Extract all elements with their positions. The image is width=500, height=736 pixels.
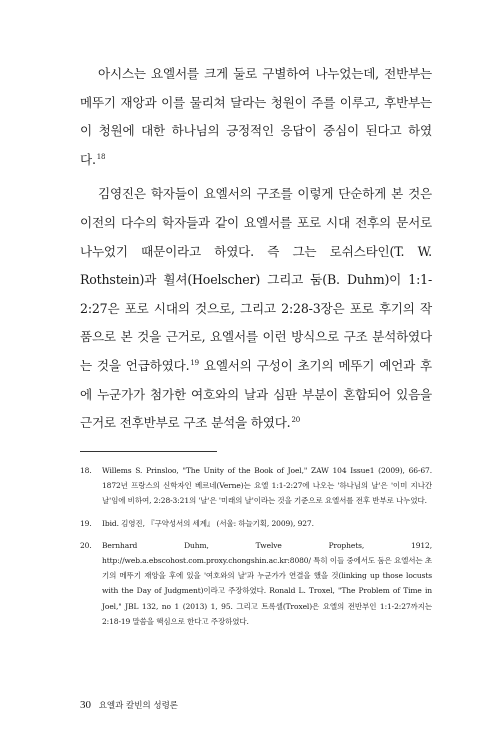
footnote-number: 19.: [80, 518, 92, 528]
footnote-ref-19: 19: [190, 358, 199, 367]
footnotes-section: [80, 463, 432, 636]
paragraph-1: 아시스는 요엘서를 크게 둘로 구별하여 나누었는데, 전반부는 메뚜기 재앙과 이를 물리쳐 달라는 청원이 주를 이루고, 후반부는 이 청원에 대한 하나님의 긍정적인 응답이 중심이 된다고 하였다.$^{18}$: [80, 66, 432, 167]
footnote-number: 20.: [80, 540, 92, 550]
footnote-text: Bernhard Duhm, Twelve Prophets, 1912, http://web.a.ebscohost.com.proxy.chongshin.ac.kr:8080/ 특히 이들 중에서도 둠은 요엘서는 초기의 메뚜기 재앙을 후에 있을 '여호와의 날'과 누군가가 연결을 했을 것(linking up those locusts with the Day of Judgment)이라고 주장하였다. Ronald L. Troxel, "The Problem of Time in Joel," JBL 132, no 1 (2013) 1, 95. 그리고 트록셀(Troxel)은 요엘의 전반부인 1:1-2:27까지는 2:18-19 말씀을 핵심으로 한다고 주장하였다.: [102, 540, 432, 626]
footnote-divider: [80, 451, 217, 452]
page-number: 30: [80, 699, 91, 711]
footnote-ref-18: 18: [96, 152, 106, 161]
running-title: 요엘과 칼빈의 성령론: [98, 701, 179, 711]
footnote-18: [80, 463, 432, 509]
footnote-text: Willems S. Prinsloo, "The Unity of the Book of Joel," ZAW 104 Issue1 (2009), 66-67. 1872년 프랑스의 신학자인 베르네(Verne)는 요엘 1:1-2:27에 나오는 '하나님의 날'은 '이미 지나간 날'임에 비하여, 2:28-3:21의 '날'은 '미래의 날'이라는 것을 기준으로 요엘서를 전후 반부로 나누었다.: [102, 466, 432, 506]
footnote-20: [80, 538, 432, 629]
footnote-number: 18.: [80, 466, 92, 475]
main-body: [80, 60, 432, 438]
footnote-ref-20: 20: [291, 415, 300, 424]
footnote-19: [80, 516, 432, 531]
footnote-text: Ibid. 김영진, 『구약성서의 세계』 (서울: 하늘기획, 2009), 927.: [102, 518, 314, 528]
paragraph-2: 김영진은 학자들이 요엘서의 구조를 이렇게 단순하게 본 것은 이전의 다수의 학자들과 같이 요엘서를 포로 시대 전후의 문서로 나누었기 때문이라고 하였다. 즉 그는 로쉬스타인(T. W. Rothstein)과 휠셔(Hoelscher) 그리고 둠(B. Duhm)이 1:1-2:27은 포로 시대의 것으로, 그리고 2:28-3장은 포로 후기의 작품으로 본 것을 근거로, 요엘서를 이런 방식으로 구조 분석하였다는 것을 언급하였다.$^{19}$ 요엘서의 구성이 초기의 메뚜기 예언과 후에 누군가가 첨가한 여호와의 날과 심판 부분이 혼합되어 있음을 근거로 전후반부로 구조 분석을 하였다.$^{20}$: [80, 186, 433, 431]
page-footer: [80, 699, 178, 711]
